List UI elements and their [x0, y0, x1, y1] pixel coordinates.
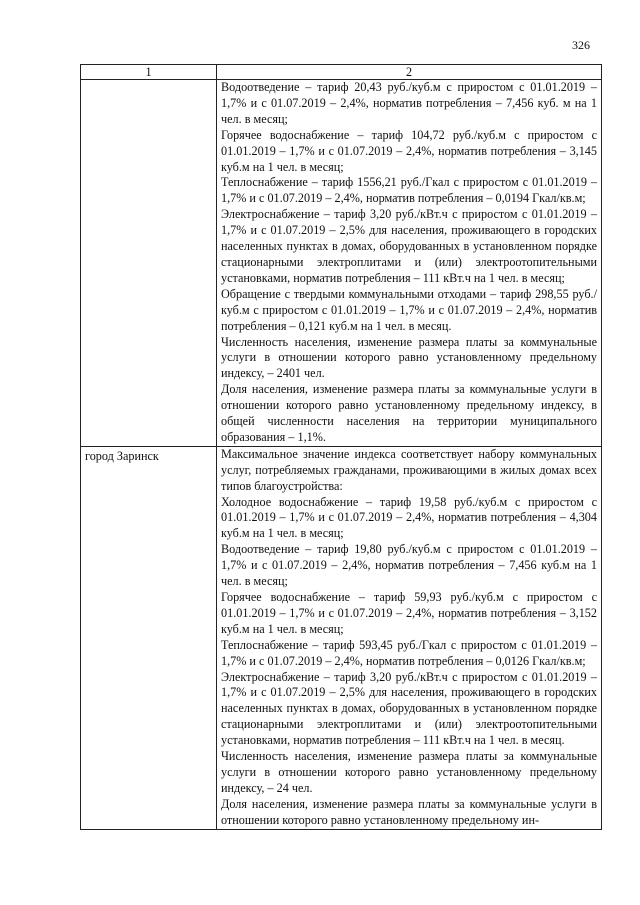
paragraph: Доля населения, изменение размера платы за коммунальные услуги в отношении которого равно установленному предельному ин- — [221, 796, 597, 827]
table-row — [81, 446, 602, 829]
paragraph: Водоотведение – тариф 19,80 руб./куб.м с приростом с 01.01.2019 – 1,7% и с 01.07.2019 – 2,4%, норматив потребления – 7,456 куб.м на 1 чел. в месяц; — [221, 542, 597, 589]
tariff-table — [80, 64, 602, 830]
table-header-row — [81, 65, 602, 80]
paragraph: Электроснабжение – тариф 3,20 руб./кВт.ч с приростом с 01.01.2019 – 1,7% и с 01.07.2019 – 2,5% для населения, проживающего в городских населенных пунктах в домах, оборудованных в установленном порядке стационарными электроплитами и (или) электроотопительными установками, норматив потребления – 111 кВт.ч на 1 чел. в месяц; — [221, 207, 597, 285]
paragraph: Обращение с твердыми коммунальными отходами – тариф 298,55 руб./куб.м с приростом с 01.01.2019 – 1,7% и с 01.07.2019 – 2,4%, норматив потребления – 0,121 куб.м на 1 чел. в месяц. — [221, 286, 597, 333]
paragraph: Численность населения, изменение размера платы за коммунальные услуги в отношении которого равно установленному предельному индексу, – 2401 чел. — [221, 334, 597, 381]
paragraph: Горячее водоснабжение – тариф 59,93 руб./куб.м с приростом с 01.01.2019 – 1,7% и с 01.07.2019 – 2,4%, норматив потребления – 3,152 куб.м на 1 чел. в месяц; — [221, 590, 597, 636]
municipality-cell — [81, 80, 217, 447]
paragraph: Холодное водоснабжение – тариф 19,58 руб./куб.м с приростом с 01.01.2019 – 1,7% и с 01.07.2019 – 2,4%, норматив потребления – 4,304 куб.м на 1 чел. в месяц; — [221, 494, 597, 541]
paragraph: Горячее водоснабжение – тариф 104,72 руб./куб.м с приростом с 01.01.2019 – 1,7% и с 01.07.2019 – 2,4%, норматив потребления – 3,145 куб.м на 1 чел. в месяц; — [221, 127, 597, 174]
paragraph: Теплоснабжение – тариф 593,45 руб./Гкал с приростом с 01.01.2019 – 1,7% и с 01.07.2019 – 2,4%, норматив потребления – 0,0126 Гкал/кв.м; — [221, 637, 597, 668]
paragraph: Теплоснабжение – тариф 1556,21 руб./Гкал с приростом с 01.01.2019 – 1,7% и с 01.07.2019 – 2,4%, норматив потребления – 0,0194 Гкал/кв.м; — [221, 175, 597, 206]
description-cell — [217, 446, 602, 829]
column-header-2: 2 — [217, 65, 602, 80]
page-number: 326 — [572, 38, 590, 52]
paragraph: Доля населения, изменение размера платы за коммунальные услуги в отношении которого равно установленному предельному индексу, в общей численности населения на территории муниципального образования – 1,1%. — [221, 382, 597, 444]
paragraph: Максимальное значение индекса соответствует набору коммунальных услуг, потребляемых гражданами, проживающими в жилых домах всех типов благоустройства: — [221, 446, 597, 493]
paragraph: Электроснабжение – тариф 3,20 руб./кВт.ч с приростом с 01.01.2019 – 1,7% и с 01.07.2019 – 2,5% для населения, проживающего в городских населенных пунктах в домах, оборудованных в установленном порядке стационарными электроплитами и (или) электроотопительными установками, норматив потребления – 111 кВт.ч на 1 чел. в месяц. — [221, 669, 597, 748]
paragraph: Водоотведение – тариф 20,43 руб./куб.м с приростом с 01.01.2019 – 1,7% и с 01.07.2019 – 2,4%, норматив потребления – 7,456 куб. м на 1 чел. в месяц; — [221, 80, 597, 126]
column-header-1: 1 — [81, 65, 217, 80]
municipality-cell: город Заринск — [81, 446, 217, 829]
table-row — [81, 80, 602, 447]
description-cell — [217, 80, 602, 447]
paragraph: Численность населения, изменение размера платы за коммунальные услуги в отношении которого равно установленному предельному индексу, – 24 чел. — [221, 749, 597, 795]
